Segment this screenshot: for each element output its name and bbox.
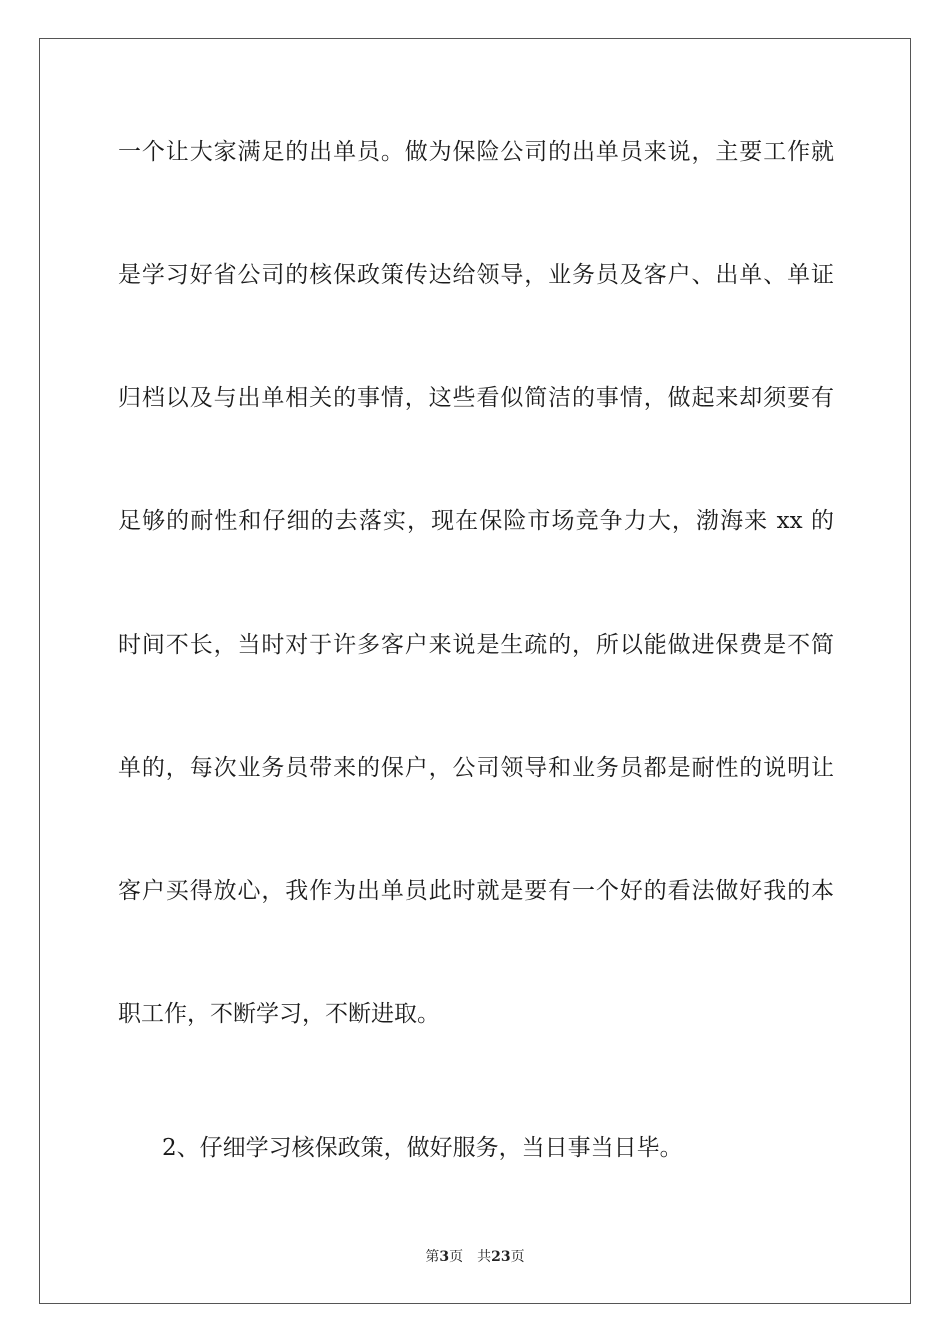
paragraph-2-heading: 2、仔细学习核保政策，做好服务，当日事当日毕。 <box>162 1135 683 1161</box>
page-border <box>39 38 911 1304</box>
body-text-line-5: 时间不长，当时对于许多客户来说是生疏的，所以能做进保费是不简 <box>118 632 834 658</box>
body-text-line-6: 单的，每次业务员带来的保户，公司领导和业务员都是耐性的说明让 <box>118 755 834 781</box>
body-text-line-1: 一个让大家满足的出单员。做为保险公司的出单员来说，主要工作就 <box>118 139 834 165</box>
body-text-line-3: 归档以及与出单相关的事情，这些看似简洁的事情，做起来却须要有 <box>118 385 834 411</box>
body-text-line-4: 足够的耐性和仔细的去落实，现在保险市场竞争力大，渤海来 xx 的 <box>118 508 834 534</box>
footer-total-prefix: 共 <box>477 1249 492 1265</box>
footer-page-current: 3 <box>439 1249 450 1265</box>
body-text-line-7: 客户买得放心，我作为出单员此时就是要有一个好的看法做好我的本 <box>118 878 834 904</box>
body-text-line-8: 职工作，不断学习，不断进取。 <box>118 1001 440 1027</box>
body-text-line-2: 是学习好省公司的核保政策传达给领导，业务员及客户、出单、单证 <box>118 262 834 288</box>
footer-page-suffix: 页 <box>449 1249 464 1265</box>
footer-page-total: 23 <box>491 1249 511 1265</box>
footer-page-prefix: 第 <box>425 1249 440 1265</box>
page-footer <box>0 1248 950 1266</box>
footer-total-suffix: 页 <box>510 1249 525 1265</box>
